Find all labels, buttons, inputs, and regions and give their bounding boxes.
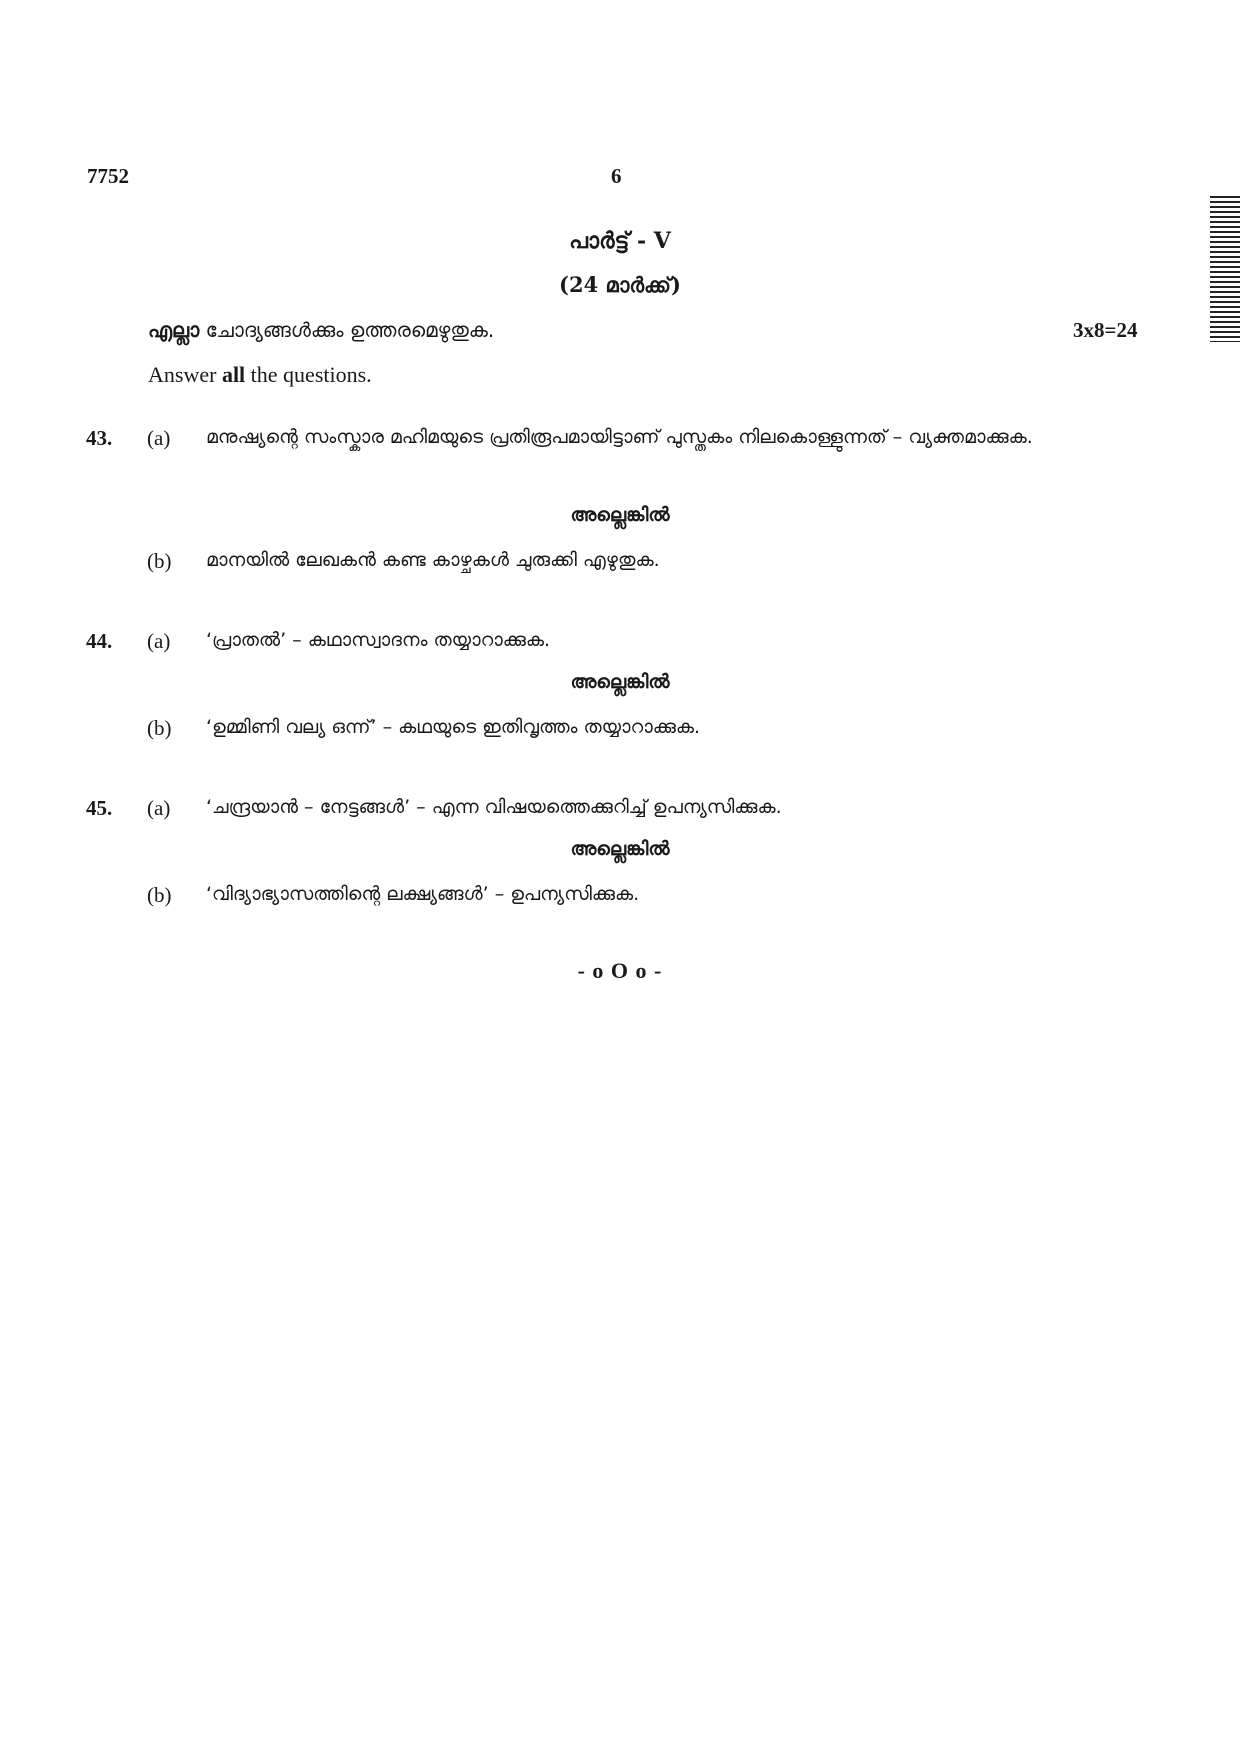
page-number: 6	[611, 164, 622, 188]
question-44-b-label: (b)	[147, 716, 172, 740]
question-44-a-text: ‘പ്രാതൽ’ – കഥാസ്വാദനം തയ്യാറാക്കുക.	[206, 629, 551, 651]
score-scheme: 3x8=24	[1073, 318, 1138, 342]
question-43-a-text: മനുഷ്യന്റെ സംസ്കാര മഹിമയുടെ പ്രതിരൂപമായിട്ടാണ് പുസ്തകം നിലകൊള്ളുന്നത് – വ്യക്തമാക്കുക.	[206, 426, 1033, 448]
question-45-number: 45.	[86, 796, 113, 820]
end-of-paper-mark: - o O o -	[577, 958, 663, 983]
instruction-english-bold: all	[221, 362, 246, 387]
instruction-english-pre: Answer	[148, 362, 222, 387]
question-45-b-text: ‘വിദ്യാഭ്യാസത്തിന്റെ ലക്ഷ്യങ്ങൾ’ – ഉപന്യസിക്കുക.	[206, 883, 640, 905]
instruction-malayalam-rest: ചോദ്യങ്ങൾക്കും ഉത്തരമെഴുതുക.	[199, 318, 495, 342]
question-44-b-text: ‘ഉമ്മിണി വല്യ ഒന്ന്’ – കഥയുടെ ഇതിവൃത്തം തയ്യാറാക്കുക.	[206, 716, 701, 738]
question-44-number: 44.	[86, 629, 113, 653]
question-43-b-text: മാനയിൽ ലേഖകൻ കണ്ട കാഴ്ചകൾ ചുരുക്കി എഴുതുക.	[206, 549, 660, 571]
part-title: പാർട്ട് - V	[569, 228, 671, 254]
question-43-or: അല്ലെങ്കിൽ	[570, 504, 670, 526]
question-45-b-label: (b)	[147, 883, 172, 907]
question-43-a-label: (a)	[147, 426, 171, 450]
question-45-a-text: ‘ചന്ദ്രയാൻ – നേട്ടങ്ങൾ’ – എന്ന വിഷയത്തെക്കുറിച്ച് ഉപന്യസിക്കുക.	[206, 796, 782, 818]
paper-code: 7752	[87, 164, 129, 188]
instruction-english-post: the questions.	[245, 362, 372, 387]
question-43-number: 43.	[86, 426, 113, 450]
question-45-a-label: (a)	[147, 796, 171, 820]
part-marks: (24 മാർക്ക്)	[559, 272, 681, 297]
instruction-english	[148, 362, 372, 388]
question-45-or: അല്ലെങ്കിൽ	[570, 838, 670, 860]
question-43-b-label: (b)	[147, 549, 172, 573]
instruction-malayalam	[148, 318, 494, 342]
question-44-or: അല്ലെങ്കിൽ	[570, 671, 670, 693]
scan-marker-bars	[1210, 196, 1240, 342]
instruction-malayalam-bold: എല്ലാ	[148, 318, 200, 342]
question-44-a-label: (a)	[147, 629, 171, 653]
